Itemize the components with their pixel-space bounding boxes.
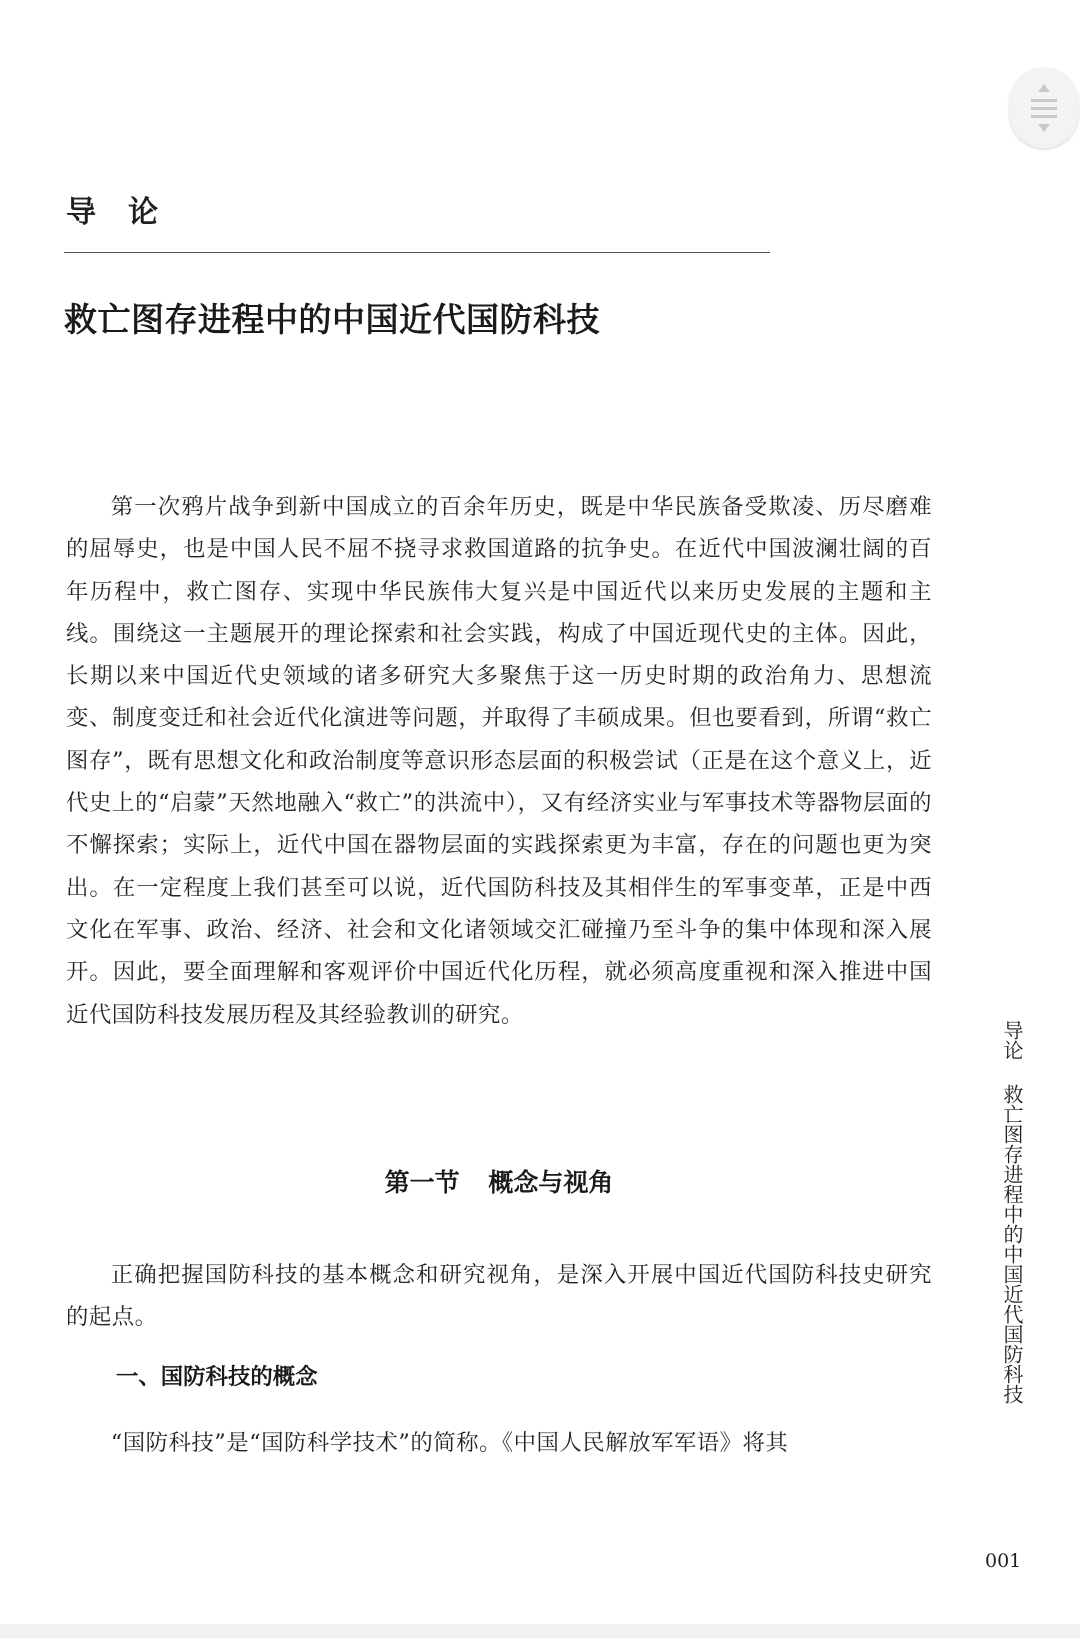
chapter-divider: [64, 252, 770, 253]
page-number: 001: [985, 1550, 1022, 1572]
section-title: 第一节 概念与视角: [384, 1168, 614, 1197]
scroll-up-down-icon: [1027, 80, 1061, 136]
body-paragraph-3: “国防科技”是“国防科学技术”的简称。《中国人民解放军军语》将其: [110, 1430, 789, 1456]
body-paragraph-1: 第一次鸦片战争到新中国成立的百余年历史，既是中华民族备受欺凌、历尽磨难的屈辱史，也是中国人民不屈不挠寻求救国道路的抗争史。在近代中国波澜壮阔的百年历程中，救亡图存、实现中华民族伟大复兴是中国近代以来历史发展的主题和主线。围绕这一主题展开的理论探索和社会实践，构成了中国近现代史的主体。因此，长期以来中国近代史领域的诸多研究大多聚焦于这一历史时期的政治角力、思想流变、制度变迁和社会近代化演进等问题，并取得了丰硕成果。但也要看到，所谓“救亡图存”，既有思想文化和政治制度等意识形态层面的积极尝试（正是在这个意义上，近代史上的“启蒙”天然地融入“救亡”的洪流中），又有经济实业与军事技术等器物层面的不懈探索；实际上，近代中国在器物层面的实践探索更为丰富，存在的问题也更为突出。在一定程度上我们甚至可以说，近代国防科技及其相伴生的军事变革，正是中西文化在军事、政治、经济、社会和文化诸领域交汇碰撞乃至斗争的集中体现和深入展开。因此，要全面理解和客观评价中国近代化历程，就必须高度重视和深入推进中国近代国防科技发展历程及其经验教训的研究。: [66, 494, 932, 1028]
subsection-title: 一、国防科技的概念: [116, 1364, 318, 1390]
chapter-label: 导论: [66, 195, 190, 230]
chapter-title: 救亡图存进程中的中国近代国防科技: [64, 300, 600, 339]
running-head: 导论 救亡图存进程中的中国近代国防科技: [1000, 1020, 1024, 1404]
body-paragraph-2: 正确把握国防科技的基本概念和研究视角，是深入开展中国近代国防科技史研究的起点。: [66, 1262, 932, 1330]
scroll-widget[interactable]: [1010, 68, 1078, 148]
bottom-band: [0, 1624, 1080, 1638]
